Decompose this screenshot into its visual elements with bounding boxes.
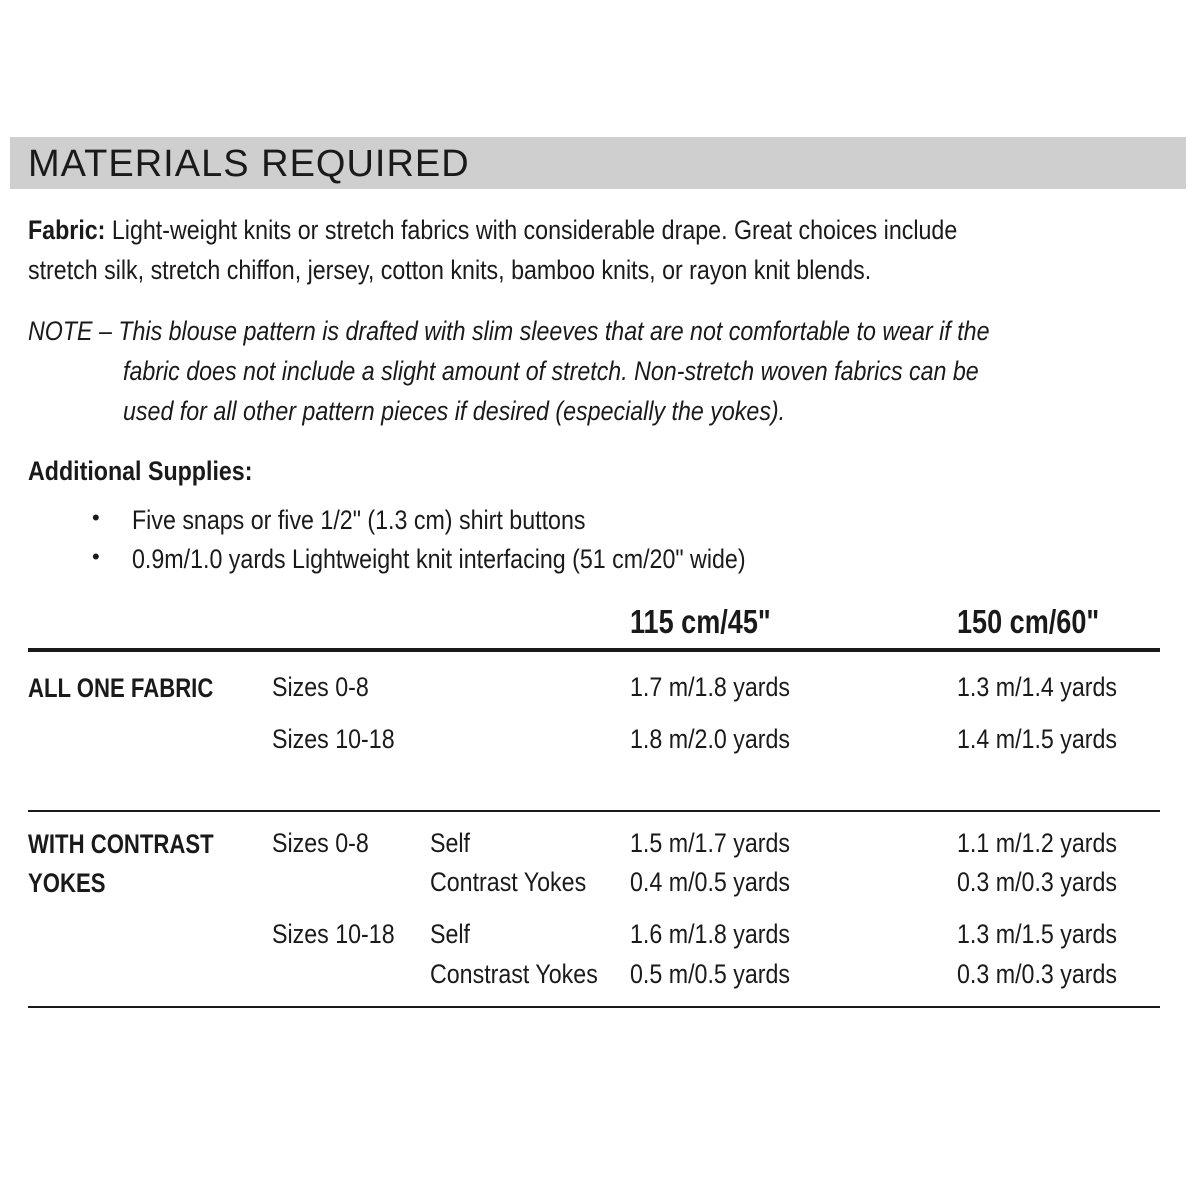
table-cell-115: 1.5 m/1.7 yards	[630, 828, 791, 858]
fabric-line-1	[28, 210, 957, 250]
note-line-2: fabric does not include a slight amount of stretch. Non-stretch woven fabrics can be	[123, 356, 979, 386]
group-label-all-one-fabric: ALL ONE FABRIC	[28, 673, 214, 703]
table-cell-size: Sizes 10-18	[272, 919, 395, 949]
supplies-label: Additional Supplies:	[28, 456, 253, 486]
table-cell-size: Sizes 0-8	[272, 672, 369, 702]
fabric-line-2: stretch silk, stretch chiffon, jersey, cotton knits, bamboo knits, or rayon knit blends.	[28, 255, 872, 285]
table-cell-size: Sizes 0-8	[272, 828, 369, 858]
table-cell-115: 0.5 m/0.5 yards	[630, 959, 791, 989]
column-header-150: 150 cm/60"	[957, 603, 1100, 640]
table-cell-piece: Constrast Yokes	[430, 959, 598, 989]
fabric-text-1: Light-weight knits or stretch fabrics with considerable drape. Great choices include	[111, 215, 958, 245]
table-header-rule	[28, 648, 1160, 652]
group-label-contrast-line-1: WITH CONTRAST	[28, 829, 214, 859]
table-cell-150: 1.3 m/1.5 yards	[957, 919, 1118, 949]
note-line-1: NOTE – This blouse pattern is drafted with slim sleeves that are not comfortable to wear if the	[28, 316, 990, 346]
table-cell-150: 1.1 m/1.2 yards	[957, 828, 1118, 858]
table-cell-115: 0.4 m/0.5 yards	[630, 867, 791, 897]
table-group-rule	[28, 810, 1160, 812]
table-cell-115: 1.7 m/1.8 yards	[630, 672, 791, 702]
table-cell-150: 0.3 m/0.3 yards	[957, 959, 1118, 989]
table-cell-115: 1.8 m/2.0 yards	[630, 724, 791, 754]
table-cell-piece: Self	[430, 828, 471, 858]
note-line-3: used for all other pattern pieces if desired (especially the yokes).	[123, 396, 786, 426]
bullet-icon: •	[92, 505, 100, 530]
table-cell-115: 1.6 m/1.8 yards	[630, 919, 791, 949]
table-cell-piece: Contrast Yokes	[430, 867, 587, 897]
group-label-contrast-line-2: YOKES	[28, 868, 106, 898]
table-cell-150: 1.4 m/1.5 yards	[957, 724, 1118, 754]
bullet-icon: •	[92, 544, 100, 569]
fabric-label: Fabric:	[28, 215, 106, 245]
table-bottom-rule	[28, 1006, 1160, 1008]
page-title: MATERIALS REQUIRED	[28, 143, 470, 185]
table-cell-piece: Self	[430, 919, 471, 949]
table-cell-size: Sizes 10-18	[272, 724, 395, 754]
table-cell-150: 1.3 m/1.4 yards	[957, 672, 1118, 702]
table-cell-150: 0.3 m/0.3 yards	[957, 867, 1118, 897]
column-header-115: 115 cm/45"	[630, 603, 771, 640]
section-header	[10, 137, 1186, 189]
